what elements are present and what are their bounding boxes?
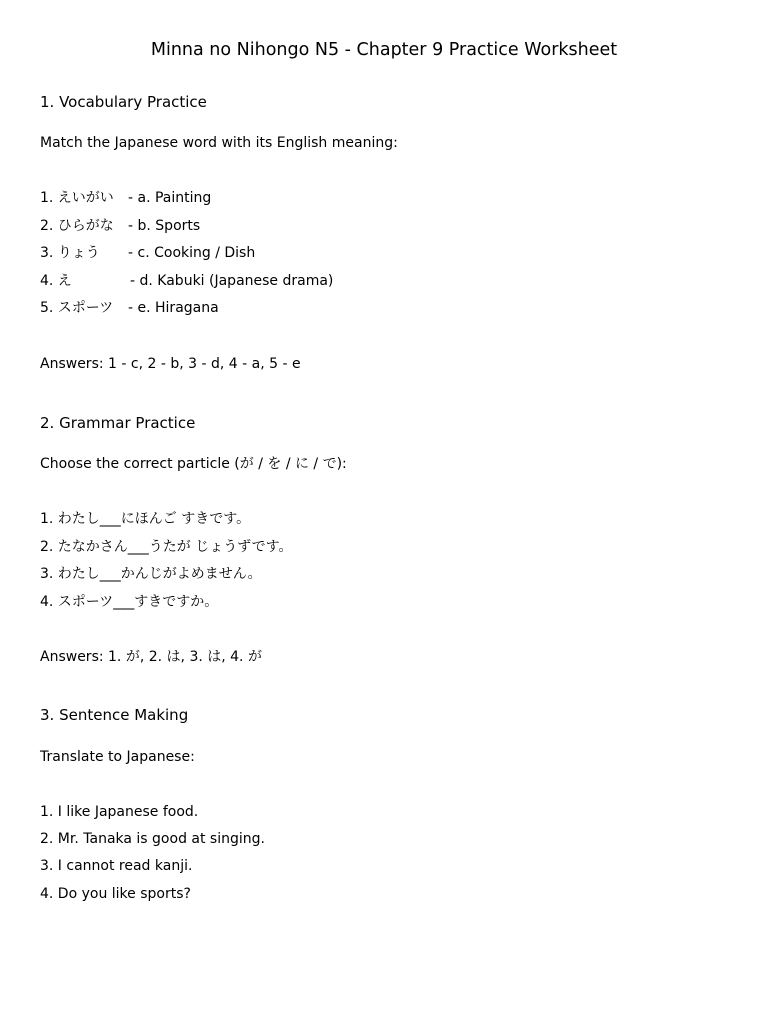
vocab-japanese-word: 2. ひらがな	[40, 218, 114, 234]
translation-item: 4. Do you like sports?	[40, 886, 191, 902]
section-3-instruction: Translate to Japanese:	[40, 749, 195, 765]
vocab-english-meaning: - c. Cooking / Dish	[128, 245, 256, 261]
grammar-question: 2. たなかさん___うたが じょうずです。	[40, 539, 293, 555]
section-2-instruction: Choose the correct particle (が / を / に / で):	[40, 456, 347, 472]
translation-item: 2. Mr. Tanaka is good at singing.	[40, 831, 265, 847]
vocab-japanese-word: 5. スポーツ	[40, 300, 114, 316]
section-2-heading: 2. Grammar Practice	[40, 414, 196, 432]
vocab-english-meaning: - e. Hiragana	[128, 300, 219, 316]
vocab-match-item	[40, 243, 740, 263]
section-1-instruction: Match the Japanese word with its English meaning:	[40, 135, 398, 151]
vocab-english-meaning: - d. Kabuki (Japanese drama)	[130, 273, 334, 289]
vocab-match-item	[40, 188, 740, 208]
vocab-japanese-word: 1. えいがい	[40, 190, 114, 206]
grammar-question: 4. スポーツ___すきですか。	[40, 594, 219, 610]
translation-item: 1. I like Japanese food.	[40, 804, 199, 820]
vocab-match-item	[40, 271, 740, 291]
vocab-match-item	[40, 298, 740, 318]
page-title: Minna no Nihongo N5 - Chapter 9 Practice Worksheet	[150, 40, 618, 60]
vocab-japanese-word: 4. え	[40, 273, 72, 289]
vocab-english-meaning: - a. Painting	[128, 190, 212, 206]
section-2-answers: Answers: 1. が, 2. は, 3. は, 4. が	[40, 649, 262, 665]
vocab-match-item	[40, 216, 740, 236]
section-3-heading: 3. Sentence Making	[40, 706, 189, 724]
translation-item: 3. I cannot read kanji.	[40, 858, 193, 874]
section-1-answers: Answers: 1 - c, 2 - b, 3 - d, 4 - a, 5 - e	[40, 356, 301, 372]
grammar-question: 1. わたし___にほんご すきです。	[40, 511, 251, 527]
grammar-question: 3. わたし___かんじがよめません。	[40, 566, 262, 582]
vocab-japanese-word: 3. りょう	[40, 245, 100, 261]
section-1-heading: 1. Vocabulary Practice	[40, 93, 207, 111]
vocab-english-meaning: - b. Sports	[128, 218, 201, 234]
